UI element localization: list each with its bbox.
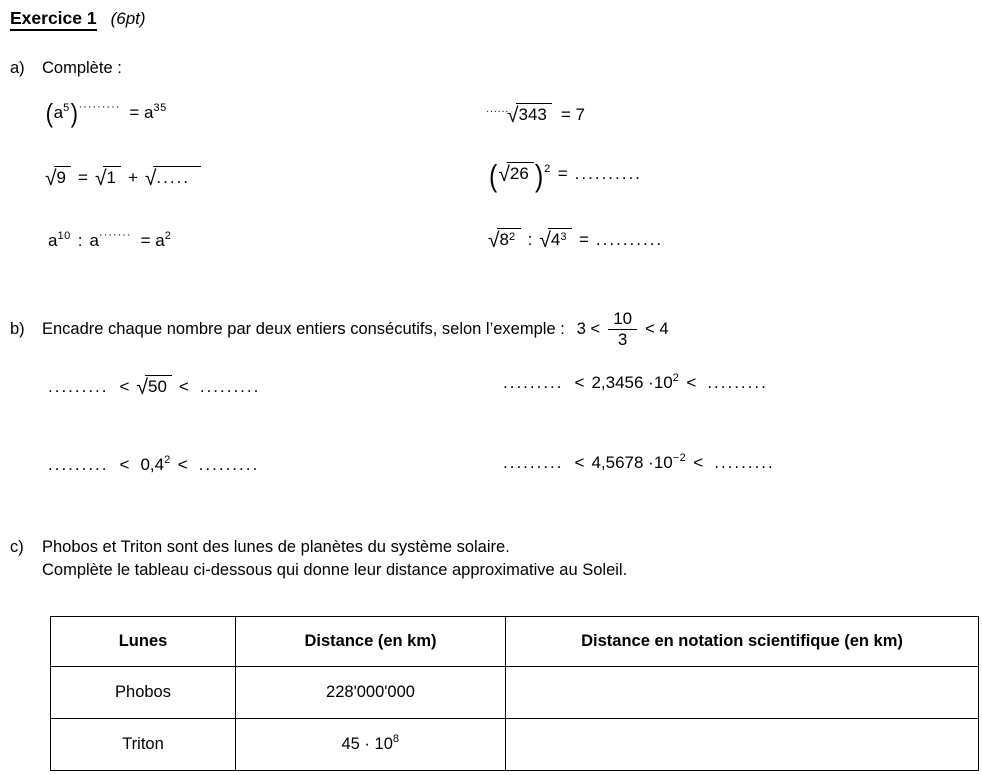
- sqrt-sign: √: [136, 376, 148, 399]
- exponent-5: 5: [63, 102, 70, 114]
- moon-name: Triton: [51, 719, 236, 771]
- radical-9: [45, 166, 71, 189]
- base-a: a: [48, 231, 58, 250]
- exponent-10: 10: [57, 230, 71, 242]
- header-distance-scientific: Distance en notation scientifique (en km): [506, 617, 979, 667]
- blank-root-index-dots: ······: [486, 106, 509, 117]
- bracket-item-2-3456e2: [503, 373, 768, 393]
- equation-sqrt-sum: [45, 166, 201, 189]
- moon-name: Phobos: [51, 667, 236, 719]
- bracket-item-4-5678e-2: [503, 453, 775, 473]
- answer-blank-dots: ..........: [595, 230, 664, 249]
- blank-radicand-dots: .....: [156, 168, 191, 187]
- blank-dots-right: .........: [198, 455, 260, 474]
- section-c-header: [10, 538, 510, 557]
- exponent-2: 2: [164, 230, 172, 242]
- equation-sqrt-squared: [488, 160, 642, 191]
- equals-sign: =: [557, 164, 568, 183]
- equation-power-quotient: [48, 231, 171, 251]
- exponent-2: 2: [544, 163, 551, 175]
- less-than: <: [574, 453, 585, 472]
- section-c-line1: Phobos et Triton sont des lunes de planètes du système solaire.: [42, 538, 510, 556]
- left-paren: (: [489, 158, 498, 193]
- radicand-343: 343: [518, 105, 547, 124]
- equation-root-quotient: [488, 228, 663, 251]
- blank-dots-right: .........: [199, 377, 261, 396]
- blank-dots-right: .........: [707, 373, 768, 392]
- moons-distance-table: [50, 616, 979, 771]
- radicand-1: 1: [106, 168, 116, 187]
- table-header-row: [51, 617, 979, 667]
- example-right: < 4: [645, 319, 669, 338]
- base-0-4: 0,4: [140, 455, 165, 474]
- exercise-header: [10, 8, 146, 29]
- less-than: <: [119, 377, 130, 396]
- blank-dots-left: .........: [48, 377, 109, 396]
- radical-8-squared: [488, 228, 521, 251]
- plus-sign: +: [127, 168, 138, 187]
- example-left: 3 <: [576, 319, 601, 338]
- blank-dots-left: .........: [48, 455, 109, 474]
- bracket-item-sqrt50: [48, 375, 260, 398]
- exercise-title: Exercice 1: [10, 8, 97, 31]
- sqrt-sign: √: [498, 163, 510, 186]
- exercise-points: (6pt): [110, 9, 146, 28]
- radicand-50: 50: [147, 377, 167, 396]
- radical-26: [498, 162, 533, 185]
- fraction-denominator: 3: [608, 329, 637, 350]
- right-paren: ): [534, 158, 544, 193]
- mantissa: 4,5678 ·10: [591, 453, 673, 472]
- less-than: <: [574, 373, 585, 392]
- less-than: <: [119, 455, 130, 474]
- radicand-26: 26: [509, 164, 529, 183]
- header-lunes: Lunes: [51, 617, 236, 667]
- exponent-35: 35: [153, 102, 167, 114]
- exponent-3: 3: [560, 231, 567, 243]
- answer-blank-dots: ..........: [574, 164, 642, 183]
- section-a-label: a): [10, 59, 25, 77]
- radical-1: [95, 166, 121, 189]
- distance-value: 45 · 10: [341, 735, 393, 753]
- scientific-notation-blank-cell: [506, 667, 979, 719]
- exponent-2: 2: [509, 231, 516, 243]
- radicand-4: 4: [550, 230, 561, 249]
- exponent-2: 2: [672, 372, 680, 384]
- moon-distance: [236, 719, 506, 771]
- right-paren: ): [70, 98, 78, 128]
- sqrt-sign: √: [144, 167, 157, 190]
- radicand-8: 8: [499, 230, 509, 249]
- less-than: <: [693, 453, 704, 472]
- equals-sign: =: [578, 230, 589, 249]
- table-row-phobos: [51, 667, 979, 719]
- header-distance-km: Distance (en km): [236, 617, 506, 667]
- radical-blank: [145, 166, 201, 189]
- equation-power-of-power: [45, 100, 167, 126]
- less-than: <: [177, 455, 188, 474]
- example-fraction: [608, 309, 637, 349]
- section-b-header: [10, 303, 669, 355]
- sqrt-sign: √: [506, 104, 519, 127]
- less-than: <: [686, 373, 697, 392]
- equals-7: = 7: [560, 105, 585, 124]
- section-c-line2: Complète le tableau ci-dessous qui donne leur distance approximative au Soleil.: [42, 561, 628, 579]
- table-row-triton: [51, 719, 979, 771]
- radicand-9: 9: [56, 168, 66, 187]
- radical-50: [136, 375, 171, 398]
- base-a: a: [89, 231, 99, 250]
- left-paren: (: [45, 98, 54, 128]
- equals-a: = a: [140, 231, 165, 250]
- colon-sign: :: [77, 231, 83, 250]
- bracket-item-0-4-squared: [48, 455, 259, 475]
- equation-nth-root-343: [486, 103, 585, 126]
- moon-distance: [236, 667, 506, 719]
- exponent-2: 2: [164, 454, 171, 466]
- sqrt-sign: √: [539, 229, 551, 252]
- scientific-notation-blank-cell: [506, 719, 979, 771]
- blank-dots-left: .........: [503, 373, 564, 392]
- sqrt-sign: √: [45, 167, 57, 190]
- blank-dots-right: .........: [714, 453, 775, 472]
- section-b-label: b): [10, 319, 25, 338]
- less-than: <: [178, 377, 189, 396]
- sqrt-sign: √: [488, 229, 500, 252]
- section-a-header: [10, 59, 122, 78]
- blank-dots-left: .........: [503, 453, 564, 472]
- exponent-minus-2: −2: [672, 452, 687, 464]
- sqrt-sign: √: [94, 167, 107, 190]
- blank-exponent-dots: ·······: [98, 229, 132, 241]
- section-b-instruction: Encadre chaque nombre par deux entiers consécutifs, selon l’exemple :: [42, 319, 565, 338]
- mantissa: 2,3456 ·10: [591, 373, 673, 392]
- blank-exponent-dots: ·········: [78, 101, 121, 113]
- colon-sign: :: [527, 230, 533, 249]
- radical-343: [507, 103, 552, 126]
- distance-exponent: 8: [392, 733, 400, 745]
- distance-value: 228'000'000: [326, 683, 415, 701]
- section-c-label: c): [10, 538, 24, 556]
- equals-sign: =: [78, 168, 88, 187]
- base-a: a: [53, 103, 64, 122]
- radical-4-cubed: [539, 228, 572, 251]
- equals-a: = a: [129, 103, 154, 122]
- section-a-instruction: Complète :: [42, 59, 122, 77]
- fraction-numerator: 10: [613, 308, 633, 328]
